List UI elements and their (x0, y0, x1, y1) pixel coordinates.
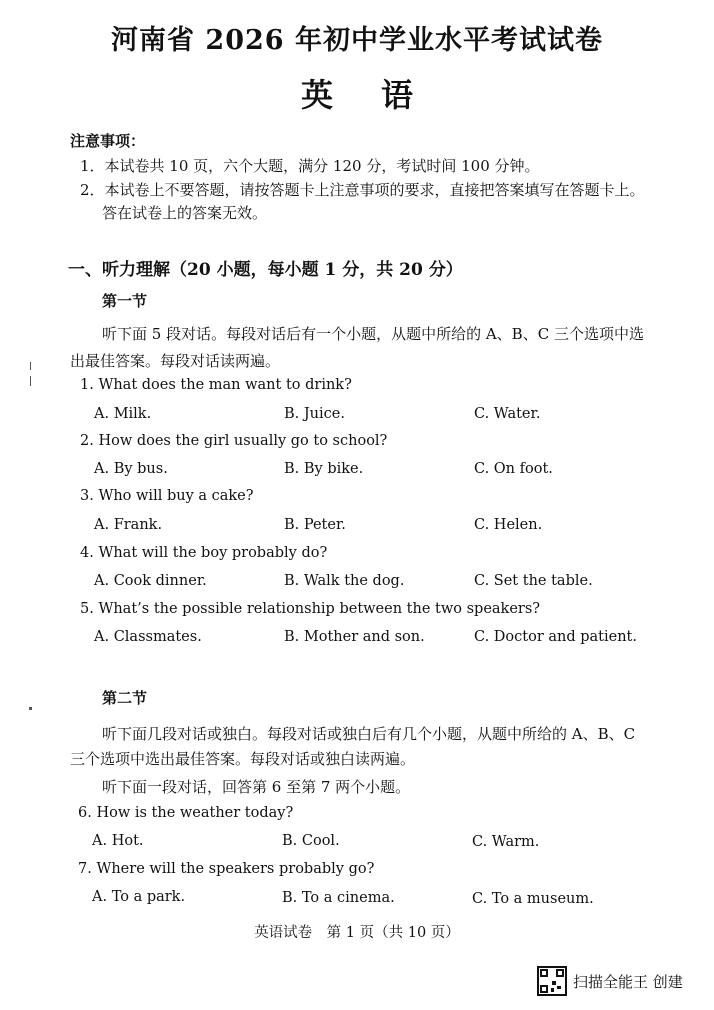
option-b: B. To a cinema. (282, 890, 395, 906)
question-text: 3. Who will buy a cake? (80, 488, 254, 504)
instruction-line: 听下面几段对话或独白。每段对话或独白后有几个小题，从题中所给的 A、B、C (102, 725, 636, 743)
option-b: B. Walk the dog. (284, 573, 405, 589)
option-c: C. Water. (474, 406, 541, 422)
option-b: B. Mother and son. (284, 629, 425, 645)
option-a: A. By bus. (94, 461, 168, 477)
option-c: C. Helen. (474, 517, 543, 533)
question-text: 2. How does the girl usually go to school? (80, 433, 388, 449)
part-heading: 第一节 (102, 292, 148, 310)
qr-code-icon (537, 966, 567, 996)
option-a: A. Frank. (94, 517, 163, 533)
question-text: 1. What does the man want to drink? (80, 377, 352, 393)
notice-item: 答在试卷上的答案无效。 (102, 204, 268, 222)
notice-item: 2．本试卷上不要答题，请按答题卡上注意事项的要求，直接把答案填写在答题卡上。 (80, 181, 645, 199)
question-text: 7. Where will the speakers probably go? (78, 861, 375, 877)
exam-title: 河南省 2026 年初中学业水平考试试卷 (111, 25, 603, 56)
instruction-line: 出最佳答案。每段对话读两遍。 (70, 352, 281, 370)
instruction-line: 三个选项中选出最佳答案。每段对话或独白读两遍。 (70, 750, 416, 768)
subject-title: 英语 (300, 76, 461, 114)
option-a: A. Classmates. (94, 629, 202, 645)
part-heading: 第二节 (102, 689, 148, 707)
section-heading: 一、听力理解（20 小题，每小题 1 分，共 20 分） (68, 260, 463, 280)
notice-item: 1．本试卷共 10 页，六个大题，满分 120 分，考试时间 100 分钟。 (80, 157, 540, 175)
option-c: C. On foot. (474, 461, 553, 477)
option-b: B. By bike. (284, 461, 364, 477)
instruction-line: 听下面一段对话，回答第 6 至第 7 两个小题。 (102, 778, 411, 796)
notice-heading: 注意事项： (70, 132, 146, 150)
option-c: C. Set the table. (474, 573, 593, 589)
instruction-line: 听下面 5 段对话。每段对话后有一个小题，从题中所给的 A、B、C 三个选项中选 (102, 325, 644, 343)
question-text: 6. How is the weather today? (78, 805, 294, 821)
option-c: C. Doctor and patient. (474, 629, 637, 645)
option-a: A. Milk. (94, 406, 152, 422)
option-b: B. Juice. (284, 406, 345, 422)
option-c: C. Warm. (472, 834, 540, 850)
question-text: 5. What’s the possible relationship between the two speakers? (80, 601, 541, 617)
page-footer: 英语试卷 第 1 页（共 10 页） (254, 925, 460, 941)
option-a: A. To a park. (92, 889, 186, 905)
scan-mark (29, 707, 32, 710)
question-text: 4. What will the boy probably do? (80, 545, 328, 561)
scan-mark (30, 376, 31, 386)
option-a: A. Hot. (92, 833, 144, 849)
watermark-brand: 扫描全能王 创建 (573, 973, 683, 991)
option-c: C. To a museum. (472, 891, 594, 907)
option-b: B. Cool. (282, 833, 340, 849)
scan-mark (30, 362, 31, 370)
option-a: A. Cook dinner. (94, 573, 207, 589)
option-b: B. Peter. (284, 517, 346, 533)
